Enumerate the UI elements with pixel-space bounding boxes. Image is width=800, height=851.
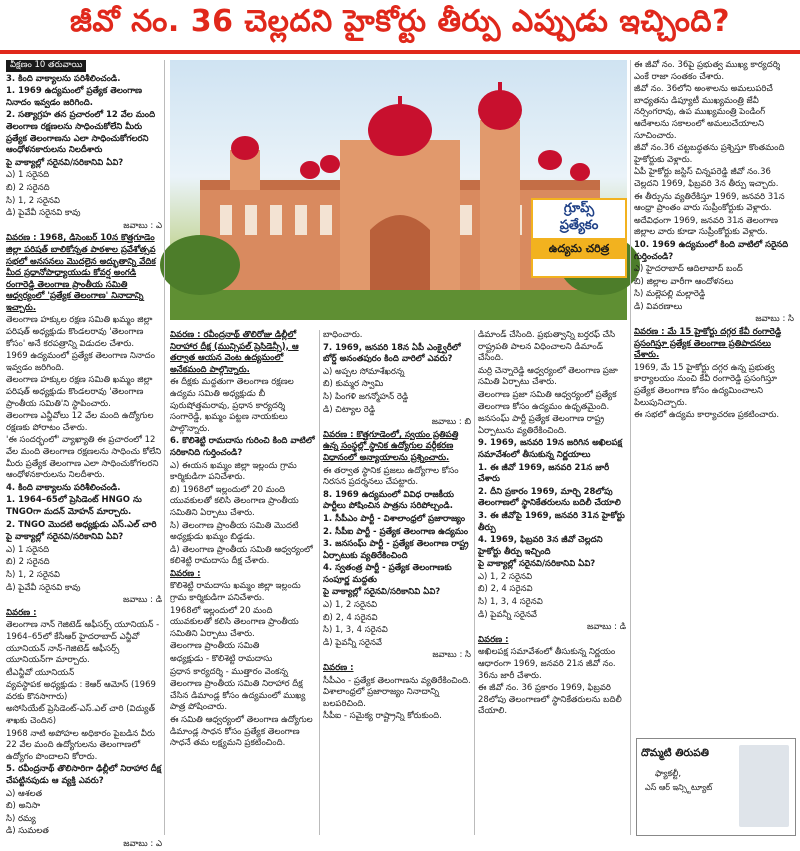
paragraph: పై వాక్యాల్లో సరైనవి/సరికానివి ఏవి? (6, 532, 124, 543)
paragraph: బి) జిల్లాల వారీగా ఆందోళనలు (634, 276, 734, 287)
high-court-photo (170, 60, 627, 320)
paragraph: వివరణ : 1968, డిసెంబర్ 10న కొత్తగూడెం జిల్లా పరిషత్ బాలికోన్నత పాఠశాల ప్రవేశోత్సవ సభలో అనసనలు మొదలైన అద్భుతాన్ని వేదిక మీద ప్రధానోపాధ్యాయుడు కోవర్ష అంగడి రంగారెడ్డి తెలంగాణ ప్రాంతీయ సమితి ఆధ్వర్యంలో 'ప్రత్యేక తెలంగాణ' నినాదాన్ని ఇచ్చారు. (6, 233, 156, 313)
paragraph: అదేవిధంగా 1969, జనవరి 31న తెలంగాణ జిల్లాల వారు కూడా సుప్రీంకోర్టుకు వెళ్లారు. (634, 215, 778, 238)
column-5 (634, 60, 794, 732)
high-court-building-illustration (170, 60, 627, 320)
paragraph: డి) చిట్యాల రెడ్డి (323, 404, 376, 415)
section-tag: వీక్షణం 10 తరువాయి (6, 60, 86, 72)
paragraph: జనసంఘ్ పార్టీ ప్రత్యేక తెలంగాణ రాష్ట్ర ఏర్పాటును వ్యతిరేకించింది. (478, 414, 605, 436)
badge-line-3: ఉద్యమ చరిత్ర (533, 238, 625, 259)
paragraph: డి) పైవన్నీ సరైనవే (323, 637, 382, 648)
paragraph: డి) పైవేవీ సరైనవి కావు (6, 208, 81, 219)
paragraph: ఎ) 1 సరైనది (6, 170, 50, 181)
paragraph: డి) పైవన్నీ సరైనవే (478, 609, 537, 620)
paragraph: 3. ఈ జీవోపై 1969, జనవరి 31న హైకోర్టు తీర్పు (478, 510, 625, 533)
paragraph: 4. 1969, ఫిబ్రవరి 3న జీవో చెల్లదని హైకోర్టు తీర్పు ఇచ్చింది (478, 535, 603, 557)
paragraph: పై వాక్యాల్లో సరైనవి/సరికానివి ఏవి? (323, 587, 441, 598)
headline: జీవో నం. 36 చెల్లదని హైకోర్టు తీర్పు ఎప్పుడు ఇచ్చింది? (70, 4, 730, 39)
paragraph: 'ఈ సందర్భంలో' వ్యాఖ్యాతి ఈ ప్రచారంలో 12 వేల మంది తెలంగాణ రక్షణలను సాధించు కోలేని మీరు ప్రత్యేక తెలంగాణ ఎలా సాధించుకోగలరని ఆంధోళనకారులను నిలదీశారు. (6, 435, 162, 481)
paragraph: 4. స్వతంత్ర పార్టీ - ప్రత్యేక తెలంగాణకు సంపూర్ణ మద్దతు (323, 563, 452, 585)
paragraph: 1. సీపీఎం పార్టీ - విశాలాంధ్రలో ప్రజారాజ్యం (323, 513, 466, 524)
paragraph: 8. 1969 ఉద్యమంలో వివిధ రాజకీయ పార్టీలు పోషించిన పాత్రను సరిపోల్చండి. (323, 489, 454, 512)
paragraph: ఈ జీవో నం. 36పై ప్రభుత్వ ముఖ్య కార్యదర్శి ఎంకే రాజా సంతకం చేశారు. (634, 60, 781, 82)
paragraph: ఈ తర్వాత స్థానిక ప్రజలు ఉద్యోగాల కోసం నిరసన ప్రదర్శనలు చేపట్టారు. (323, 465, 459, 488)
paragraph: అఖిలపక్ష సమావేశంలో తీసుకున్న నిర్ణయం ఆధారంగా 1969, జనవరి 21న జీవో నం. 36ను జారీ చేశారు. (478, 647, 616, 681)
author-role: ఫ్యాకల్టీ, (655, 769, 682, 779)
paragraph: వ్యవస్థాపక అధ్యక్షుడు : కెఆర్ ఆమోస్ (1969 వరకు కొనసాగారు) (6, 680, 156, 702)
paragraph: సీపీఐ - సమైక్య రాష్ట్రాన్ని కోరుకుంది. (323, 711, 442, 722)
paragraph: 9. 1969, జనవరి 19న జరిగిన అఖిలపక్ష సమావేశంలో తీసుకున్న నిర్ణయాలు (478, 438, 623, 460)
paragraph: డి) వివరణాలు (634, 301, 683, 312)
paragraph: జవాబు : సి (755, 314, 794, 325)
paragraph: సి) 1, 3, 4 సరైనవి (478, 597, 543, 608)
author-box (636, 738, 796, 836)
paragraph: తెలంగాణ ప్రాంతీయ సమితి నిరాహార దీక్ష చేసిన డిమాండ్ల కోసం ఉద్యమంలో ముఖ్య పాత్ర పోషించారు. (170, 679, 306, 713)
paragraph: ఎ) 1, 2 సరైనవి (323, 600, 378, 611)
paragraph: ఈ సమితి ఆధ్వర్యంలో తెలంగాణ ఉద్యోగుల డిమాండ్ల సాధన కోసం ప్రత్యేక తెలంగాణ సాధనే తమ లక్ష్యమని ప్రకటించింది. (170, 715, 313, 749)
column-divider (474, 330, 475, 835)
paragraph: వివరణ : కొత్తగూడెంలో, స్వయం ప్రతిపత్తి ఉన్న సంస్థల్లో స్థానిక ఉద్యోగుల వర్గీకరణ విధానంలో అన్యాయాలను ప్రశ్నించారు. (323, 429, 459, 463)
paragraph: సి) 1, 2 సరైనవి (6, 569, 60, 580)
paragraph: 5. రవీంద్రనాథ్ తొలిసారిగా ఢిల్లీలో నిరాహార దీక్ష చేపట్టినపుడు ఆ వ్యక్తి ఎవరు? (6, 764, 162, 787)
paragraph: తెలంగాణ ఎన్జీవోలు 12 వేల మంది ఉద్యోగుల రక్షణకు పోరాటం చేశారు. (6, 411, 154, 433)
paragraph: ఎ) ఆశలత (6, 788, 43, 799)
paragraph: జీవో నం.36 చట్టబద్ధతను ప్రశ్నిస్తూ కొంతమంది హైకోర్టుకు వెళ్లారు. (634, 143, 785, 165)
author-photo (739, 745, 789, 827)
badge-line-1: గ్రూప్స్ (563, 201, 595, 216)
paragraph: 2. సత్యాగ్రహ తన ప్రచారంలో 12 వేల మంది తెలంగాణ రక్షణలను సాధించుకోలేని మీరు ప్రత్యేక తెలంగాణను ఎలా సాధించుకోగలరని ఆంధోళనకారులను నిలదీశారు (6, 110, 156, 156)
paragraph: సి) రమ్య (6, 813, 36, 824)
paragraph: బి) 2, 4 సరైనవి (323, 612, 378, 623)
author-name: దొమ్మటి తిరుపతి (641, 747, 709, 759)
paragraph: జవాబు : బి (431, 417, 471, 428)
paragraph: 2. దీని ప్రకారం 1969, మార్చి 28లోపు తెలంగాణలో స్థానికేతరులను బదిలీ చేయాలి (478, 486, 621, 509)
paragraph: వివరణ : (323, 663, 354, 674)
paragraph: 6. కొలిశెట్టి రామదాసు గురించి కింది వాటిలో సరికానిది గుర్తించండి? (170, 436, 315, 458)
paragraph: బి) 2 సరైనది (6, 557, 50, 568)
headline-bar (0, 0, 800, 50)
paragraph: అసోసియేట్ ప్రెసిడెంట్-ఎస్.ఎల్ చారి (విద్యుత్ శాఖకు చెందిన) (6, 704, 155, 727)
paragraph: వివరణ : మే 15 హైకోర్టు దగ్గర కేవీ రంగారెడ్డి ప్రసంగిస్తూ ప్రత్యేక తెలంగాణ ప్రతిపాదనలు చేశారు. (634, 327, 782, 361)
paragraph: ఎ) 1, 2 సరైనవి (478, 571, 533, 582)
paragraph: డి) తెలంగాణ ప్రాంతీయ సమితి ఆధ్వర్యంలో కలిశెట్టి రామదాసు దీక్ష చేశారు. (170, 544, 313, 567)
badge-line-2: ప్రత్యేకం (559, 218, 599, 233)
paragraph: జవాబు : సి (432, 650, 471, 661)
paragraph: సీపీఎం - ప్రత్యేక తెలంగాణను వ్యతిరేకించింది. విశాలాంధ్రలో ప్రజారాజ్యం నినాదాన్ని బలపరిచింది. (323, 675, 471, 709)
groups-special-badge (531, 198, 627, 278)
paragraph: ఈ జీవో నం. 36 ప్రకారం 1969, ఫిబ్రవరి 28లోపు తెలంగాణలో స్థానికేతరులను బదిలీ చేయాలి. (478, 683, 622, 717)
paragraph: జీవో నం. 36లోని అంశాలను అమలుపరిచే బాధ్యతను డిప్యూటీ ముఖ్యమంత్రి జేవీ నర్సింగరావు, ఉప ముఖ్యమంత్రి పెండింగ్ ఆదేశాలను సకాలంలో అమలుచేయాలని సూచించారు. (634, 84, 773, 141)
paragraph: ఈ సభలో ఉద్యమ కార్యాచరణ ప్రకటించారు. (634, 410, 780, 421)
paragraph: సి) 1, 2 సరైనవి (6, 195, 60, 206)
paragraph: తెలంగాణ ప్రాంతీయ సమితి (170, 641, 260, 652)
paragraph: 1. 1969 ఉద్యమంలో ప్రత్యేక తెలంగాణ నినాదం ఇవ్వడం జరిగింది. (6, 86, 143, 108)
paragraph: వివరణ : రవీంద్రనాథ్ తొలిరోజు డిల్లీలో నిరాహార దీక్ష (మున్సిపల్ ప్రెసిడెన్సీ), ఆ తర్వాత ఆయన వెంట ఉద్యమంలో అనేకమంది పాల్గొన్నారు. (170, 330, 299, 375)
paragraph: జవాబు : ఎ (123, 220, 162, 231)
paragraph: మర్రి చెన్నారెడ్డి ఆధ్వర్యంలో తెలంగాణ ప్రజా సమితి ఏర్పాటు చేశారు. (478, 365, 618, 388)
paragraph: ఎ) 1 సరైనది (6, 544, 50, 555)
paragraph: సి) మల్లెపల్లి మల్లారెడ్డి (634, 289, 706, 300)
paragraph: 1969, మే 15 హైకోర్టు దగ్గర ఉన్న ప్రభుత్వ కార్యాలయం నుంచి కేవీ రంగారెడ్డి ప్రసంగిస్తూ ప్రత్యేక తెలంగాణ కోసం ఉద్యమించాలని పిలుపునిచ్చారు. (634, 362, 777, 408)
paragraph: ఏపీ హైకోర్టు జస్టిస్ చిన్నపరెడ్డి జీవో నం.36 చెల్లదని 1969, ఫిబ్రవరి 3న తీర్పు ఇచ్చారు. (634, 167, 779, 189)
paragraph: తెలంగాణ నాన్ గెజిటెడ్ ఆఫీసర్స్ యూనియన్ - 1964–65లో కేసీఆర్ హైదరాబాద్ ఎన్జీవో యూనియన్ నాన్-గెజిటెడ్ ఆఫీసర్స్ యూనియన్‌గా మార్చారు. (6, 620, 160, 666)
column-4 (478, 330, 626, 835)
paragraph: వివరణ : (170, 568, 201, 579)
paragraph: సి) 1, 3, 4 సరైనవి (323, 625, 388, 636)
paragraph: డిమాండ్ చేసింది. ప్రభుత్వాన్ని బర్తరఫ్ చేసి రాష్ట్రపతి పాలన విధించాలని డిమాండ్ చేసింది. (478, 330, 616, 364)
paragraph: ఎ) హైదరాబాద్ ఆదిలాబాద్ బంద్ (634, 264, 743, 275)
column-3 (323, 330, 471, 835)
paragraph: పై వాక్యాల్లో సరైనవి/సరికానివి ఏవి? (6, 157, 124, 168)
paragraph: తెలంగాణ హక్కుల రక్షణ సమితి ఖమ్మం జిల్లా పరిషత్ అధ్యక్షుడు కొండలరావు 'తెలంగాణ ప్రాంతీయ సమితి'ని స్థాపించారు. (6, 375, 153, 409)
paragraph: కొలిశెట్టి రామదాసు ఖమ్మం జిల్లా ఇల్లందు గ్రామ కార్మికుడిగా పనిచేశారు. (170, 581, 301, 604)
column-1-body (6, 74, 162, 851)
paragraph: 10. 1969 ఉద్యమంలో కింది వాటిలో సరైనది గుర్తించండి? (634, 239, 789, 262)
column-1 (6, 60, 162, 849)
paragraph: వివరణ : (6, 607, 37, 618)
paragraph: ప్రధాన కార్యదర్శి - ముత్తారం వెంకన్న (170, 666, 288, 677)
paragraph: 3. కింది వాక్యాలను పరిశీలించండి. (6, 73, 121, 84)
author-institute: ఎస్ ఆర్ ఇన్స్టిట్యూట్ (645, 783, 713, 792)
paragraph: ఎ) అప్పల సోమాశేఖరన్న (323, 366, 405, 377)
paragraph: ఈ తీర్పును వ్యతిరేకిస్తూ 1969, జనవరి 31న ఆంధ్రా ప్రాంతం వారు సుప్రీంకోర్టుకు వెళ్లారు. (634, 191, 785, 214)
column-divider (319, 330, 320, 835)
paragraph: బి) కుమ్మర స్వామి (323, 379, 384, 390)
paragraph: బి) 2, 4 సరైనవి (478, 584, 533, 595)
paragraph: బాధించారు. (323, 330, 363, 340)
paragraph: 2. సీపీఐ పార్టీ - ప్రత్యేక తెలంగాణ ఉద్యమం (323, 526, 469, 537)
paragraph: జవాబు : డి (587, 622, 626, 633)
paragraph: పై వాక్యాల్లో సరైనవి/సరికానివి ఏవి? (478, 559, 596, 570)
paragraph: 1. 1964–65లో ప్రెసిడెంట్ HNGO ను TNGOగా మదన్ మోహన్ మార్చారు. (6, 495, 142, 517)
paragraph: బి) అనిసా (6, 801, 41, 812)
paragraph: అధ్యక్షుడు - కొలిశెట్టి రామదాసు (170, 654, 273, 665)
paragraph: 1. ఈ జీవో 1969, జనవరి 21న జారీ చేశారు (478, 462, 610, 485)
paragraph: తెలంగాణ హక్కుల రక్షణ సమితి ఖమ్మం జిల్లా పరిషత్ అధ్యక్షుడు కొండలరావు 'తెలంగాణ కోసం' అనే కరపత్రాన్ని విడుదల చేశారు. (6, 315, 153, 349)
column-divider (164, 60, 165, 835)
paragraph: 4. కింది వాక్యాలను పరిశీలించండి. (6, 482, 121, 493)
paragraph: జవాబు : ఎ (123, 839, 162, 849)
paragraph: 7. 1969, జనవరి 18న ఏపీ ఎంక్వైరీలో బోర్డ్ అనంతపురం కింది వారిలో ఎవరు? (323, 342, 461, 365)
column-divider (630, 60, 631, 835)
paragraph: సి) పింగళి జగన్మోహన్ రెడ్డి (323, 391, 409, 402)
paragraph: బి) 2 సరైనది (6, 182, 50, 193)
paragraph: 3. జనసంఘ్ పార్టీ - ప్రత్యేక తెలంగాణ రాష్ట్ర ఏర్పాటుకు వ్యతిరేకించింది (323, 539, 469, 561)
paragraph: సి) తెలంగాణ ప్రాంతీయ సమితి మొదటి అధ్యక్షుడు ఖమ్మం బిడ్డడు. (170, 520, 299, 543)
paragraph: 1968 నాటి అపోహల అధికారం పైబడిన వీరు 22 వేల మంది ఉద్యోగులను తెలంగాణలో ఉద్యోగం పొందాలని కోరారు. (6, 728, 155, 762)
paragraph: తెలంగాణ ప్రజా సమితి ఆధ్వర్యంలో ప్రత్యేక తెలంగాణ కోసం ఉద్యమం ఉధృతమైంది. (478, 389, 617, 412)
column-2 (170, 330, 316, 835)
paragraph: ఎ) ఈయన ఖమ్మం జిల్లా ఇల్లందు గ్రామ కార్మికుడిగా పనిచేశారు. (170, 460, 297, 483)
paragraph: వివరణ : (478, 634, 509, 645)
paragraph: ఈ దీక్షకు మద్దతుగా తెలంగాణ రక్షణల ఉద్యమ సమితి అధ్యక్షుడు బీ పురుషోత్తమరావు, ప్రధాన కార్యదర్శి సంగారెడ్డి, ఖమ్మం పట్టణ నాయకులు పాల్గొన్నారు. (170, 377, 294, 434)
paragraph: టీఎన్జీవో యూనియన్ (6, 667, 75, 678)
paragraph: 2. TNGO మొదటి అధ్యక్షుడు ఎస్.ఎల్ చారి (6, 519, 157, 530)
paragraph: డి) పైవేవీ సరైనవి కావు (6, 582, 81, 593)
headline-rule (0, 50, 800, 54)
paragraph: 1968లో ఇల్లందులో 20 మంది యువకులతో కలిసి తెలంగాణ ప్రాంతీయ సమితిని ఏర్పాటు చేశారు. (170, 605, 299, 639)
paragraph: జవాబు : డి (123, 595, 162, 606)
paragraph: 1969 ఉద్యమంలో ప్రత్యేక తెలంగాణ నినాదం ఇవ్వడం జరిగింది. (6, 351, 155, 373)
paragraph: డి) సుమలత (6, 826, 49, 837)
paragraph: బి) 1968లో ఇల్లందులో 20 మంది యువకులతో కలిసి తెలంగాణ ప్రాంతీయ సమితిని ఏర్పాటు చేశారు. (170, 484, 299, 518)
